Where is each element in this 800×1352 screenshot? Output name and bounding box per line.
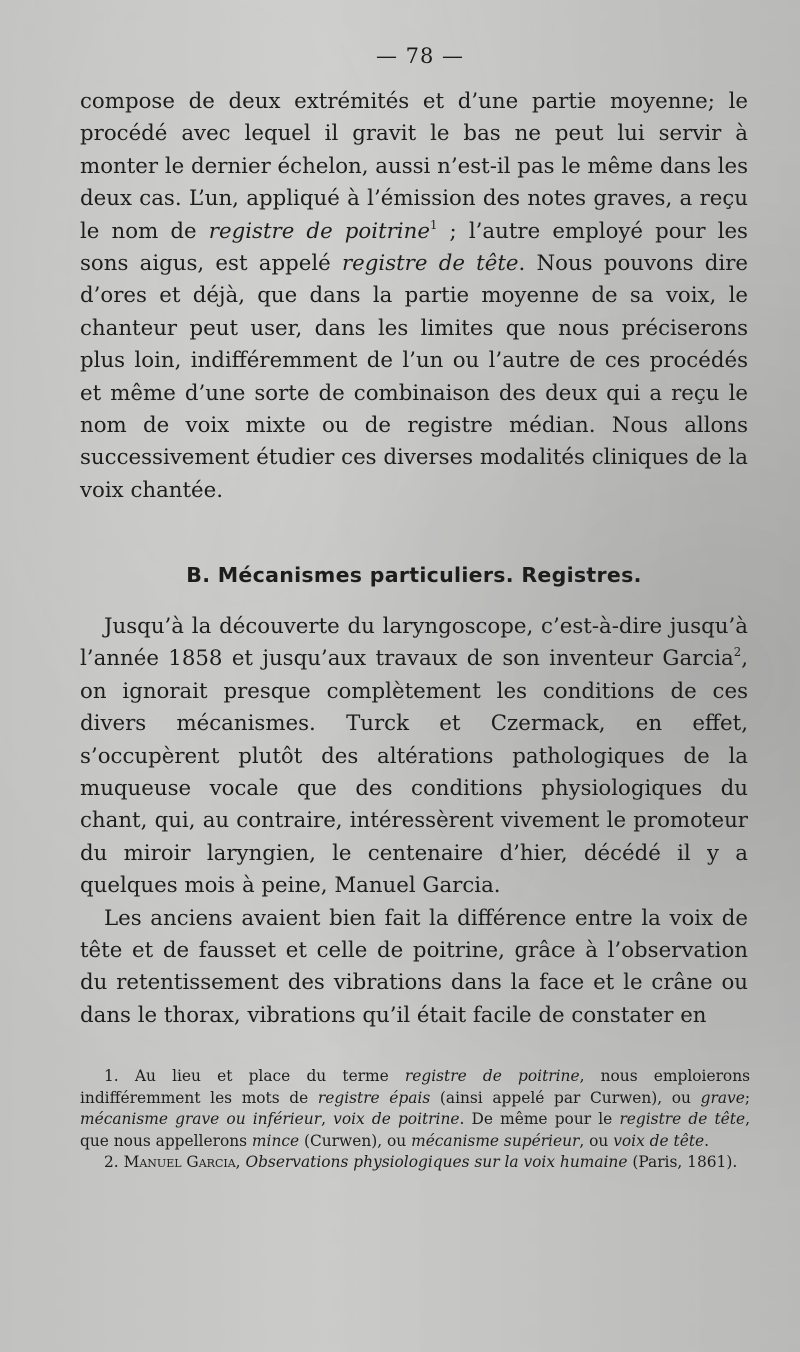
footnote-1-text: . (704, 1131, 710, 1150)
footnote-ref-2: 2 (733, 645, 742, 660)
paragraph-1-term-registre-poitrine: registre de poitrine (208, 218, 430, 244)
footnote-1-term: registre de poitrine (404, 1067, 580, 1085)
footnote-2 (80, 1152, 750, 1174)
footnote-1-term: mécanisme supérieur (411, 1131, 580, 1150)
footnote-1-term: mince (251, 1131, 300, 1150)
footnote-1-text: ; (744, 1088, 750, 1107)
footnote-1-text: , ou (579, 1131, 614, 1150)
footnote-1-term: voix de poitrine (333, 1110, 460, 1129)
footnote-1-text: , (321, 1110, 334, 1129)
footnote-2-number: 2. (104, 1153, 119, 1172)
footnote-1-term: registre de tête (619, 1110, 746, 1129)
footnote-1-term: voix de tête (613, 1131, 705, 1150)
footnotes (80, 1066, 750, 1174)
paragraph-1 (80, 86, 748, 507)
paragraph-2 (80, 611, 748, 903)
footnote-1-text: (ainsi appelé par Curwen), ou (430, 1088, 701, 1107)
footnote-1 (80, 1066, 750, 1152)
paragraph-2-text-b: , on ignorait presque complètement les conditions de ces divers mécanismes. Turck et Czermack, en effet, s’occupèrent plutôt des altérations pathologiques de la muqueuse vocale que des conditions physiologiques du chant, qui, au contraire, intéressèrent vivement le promoteur du miroir laryngien, le centenaire d’hier, décédé il y a quelques mois à peine, Manuel Garcia. (80, 646, 748, 899)
section-heading: B. Mécanismes particuliers. Registres. (186, 563, 642, 587)
paragraph-2-text-a: Jusqu’à la découverte du laryngoscope, c’est-à-dire jusqu’à l’année 1858 et jusqu’aux travaux de son inventeur Garcia (80, 614, 748, 672)
paragraph-1-text-a: compose de deux extrémités et d’une partie moyenne; le procédé avec lequel il gravit le bas ne peut lui servir à monter le dernier échelon, aussi n’est-il pas le même dans les deux cas. L’un, appliqué à l’émission des notes graves, a reçu le nom de (80, 89, 748, 244)
page-number: — 78 — (375, 44, 465, 68)
footnote-2-text: , (235, 1153, 246, 1172)
footnote-1-term: registre épais (317, 1088, 431, 1107)
paragraph-1-text-c: . Nous pouvons dire d’ores et déjà, que dans la partie moyenne de sa voix, le chanteur peut user, dans les limites que nous préciserons plus loin, indifféremment de l’un ou l’autre de ces procédés et même d’une sorte de combinaison des deux qui a reçu le nom de voix mixte ou de registre médian. Nous allons successivement étudier ces diverses modalités cliniques de la voix chantée. (80, 251, 748, 503)
paragraph-1-term-registre-tete: registre de tête (341, 251, 519, 277)
footnote-1-term: mécanisme grave ou inférieur (80, 1110, 322, 1129)
footnote-2-title: Observations physiologiques sur la voix humaine (245, 1153, 628, 1172)
body-paragraphs (80, 611, 748, 1032)
footnote-1-text: , nous emploierons indifféremment les mots de (80, 1067, 751, 1107)
footnote-1-term: grave (700, 1088, 745, 1107)
footnote-1-text: . De même pour le (459, 1110, 620, 1129)
paragraph-1-text-b: ; l’autre employé pour les sons aigus, est appelé (80, 218, 748, 277)
paragraph-3: Les anciens avaient bien fait la différence entre la voix de tête et de fausset et celle de poitrine, grâce à l’observation du retentissement des vibrations dans la face et le crâne ou dans le thorax, vibrations qu’il était facile de constater en (80, 905, 748, 1028)
footnote-ref-1: 1 (429, 217, 438, 232)
footnote-1-number: 1. (104, 1067, 119, 1085)
footnote-1-text: (Curwen), ou (299, 1131, 412, 1150)
footnote-2-text: (Paris, 1861). (627, 1153, 738, 1172)
footnote-2-author: Manuel Garcia (123, 1153, 236, 1172)
footnote-1-text: Au lieu et place du terme (118, 1067, 405, 1085)
footnote-1-text: , que nous appellerons (80, 1110, 750, 1150)
